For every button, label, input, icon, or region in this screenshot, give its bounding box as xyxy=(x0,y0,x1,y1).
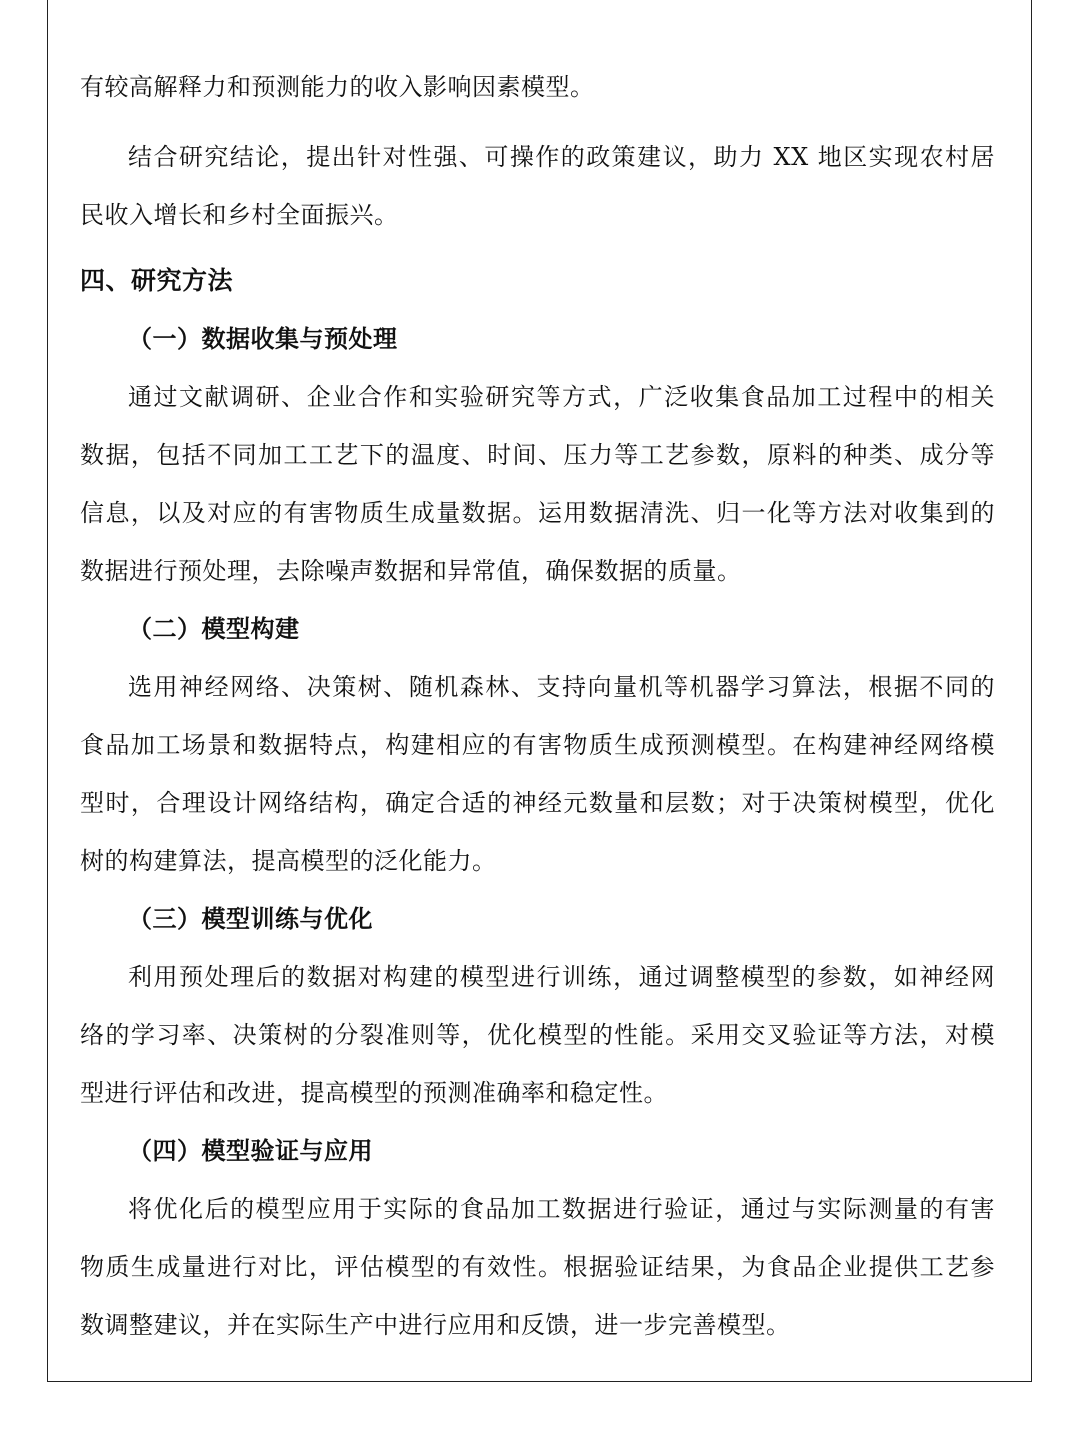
continuation-line: 有较高解释力和预测能力的收入影响因素模型。 xyxy=(80,73,595,101)
subsection-title: （一）数据收集与预处理 xyxy=(128,324,398,353)
section-heading: 四、研究方法 xyxy=(80,266,234,295)
paragraph-line: 物质生成量进行对比，评估模型的有效性。根据验证结果，为食品企业提供工艺参 xyxy=(80,1253,995,1281)
paragraph-line: 数调整建议，并在实际生产中进行应用和反馈，进一步完善模型。 xyxy=(80,1311,791,1339)
paragraph-line: 型时，合理设计网络结构，确定合适的神经元数量和层数；对于决策树模型，优化 xyxy=(80,789,995,817)
paragraph-line: 络的学习率、决策树的分裂准则等，优化模型的性能。采用交叉验证等方法，对模 xyxy=(80,1021,995,1049)
goal-paragraph xyxy=(80,128,995,244)
paragraph-line: 结合研究结论，提出针对性强、可操作的政策建议，助力 XX 地区实现农村居 xyxy=(128,143,995,171)
document-body xyxy=(80,58,995,1354)
subsection-title: （二）模型构建 xyxy=(128,614,300,643)
paragraph-line: 型进行评估和改进，提高模型的预测准确率和稳定性。 xyxy=(80,1079,668,1107)
subsection-title: （三）模型训练与优化 xyxy=(128,904,373,933)
paragraph-line: 食品加工场景和数据特点，构建相应的有害物质生成预测模型。在构建神经网络模 xyxy=(80,731,995,759)
paragraph-gap xyxy=(80,116,995,128)
paragraph-line: 利用预处理后的数据对构建的模型进行训练，通过调整模型的参数，如神经网 xyxy=(128,963,995,991)
paragraph-line: 选用神经网络、决策树、随机森林、支持向量机等机器学习算法，根据不同的 xyxy=(128,673,995,701)
paragraph-line: 将优化后的模型应用于实际的食品加工数据进行验证，通过与实际测量的有害 xyxy=(128,1195,995,1223)
paragraph-line: 数据进行预处理，去除噪声数据和异常值，确保数据的质量。 xyxy=(80,557,742,585)
paragraph-line: 树的构建算法，提高模型的泛化能力。 xyxy=(80,847,497,875)
paragraph-line: 通过文献调研、企业合作和实验研究等方式，广泛收集食品加工过程中的相关 xyxy=(128,383,995,411)
subsection-4 xyxy=(80,1122,995,1354)
subsection-1 xyxy=(80,310,995,600)
subsection-3 xyxy=(80,890,995,1122)
paragraph-line: 信息，以及对应的有害物质生成量数据。运用数据清洗、归一化等方法对收集到的 xyxy=(80,499,995,527)
subsection-2 xyxy=(80,600,995,890)
paragraph-line: 民收入增长和乡村全面振兴。 xyxy=(80,201,399,229)
paragraph-line: 数据，包括不同加工工艺下的温度、时间、压力等工艺参数，原料的种类、成分等 xyxy=(80,441,995,469)
subsection-title: （四）模型验证与应用 xyxy=(128,1136,373,1165)
